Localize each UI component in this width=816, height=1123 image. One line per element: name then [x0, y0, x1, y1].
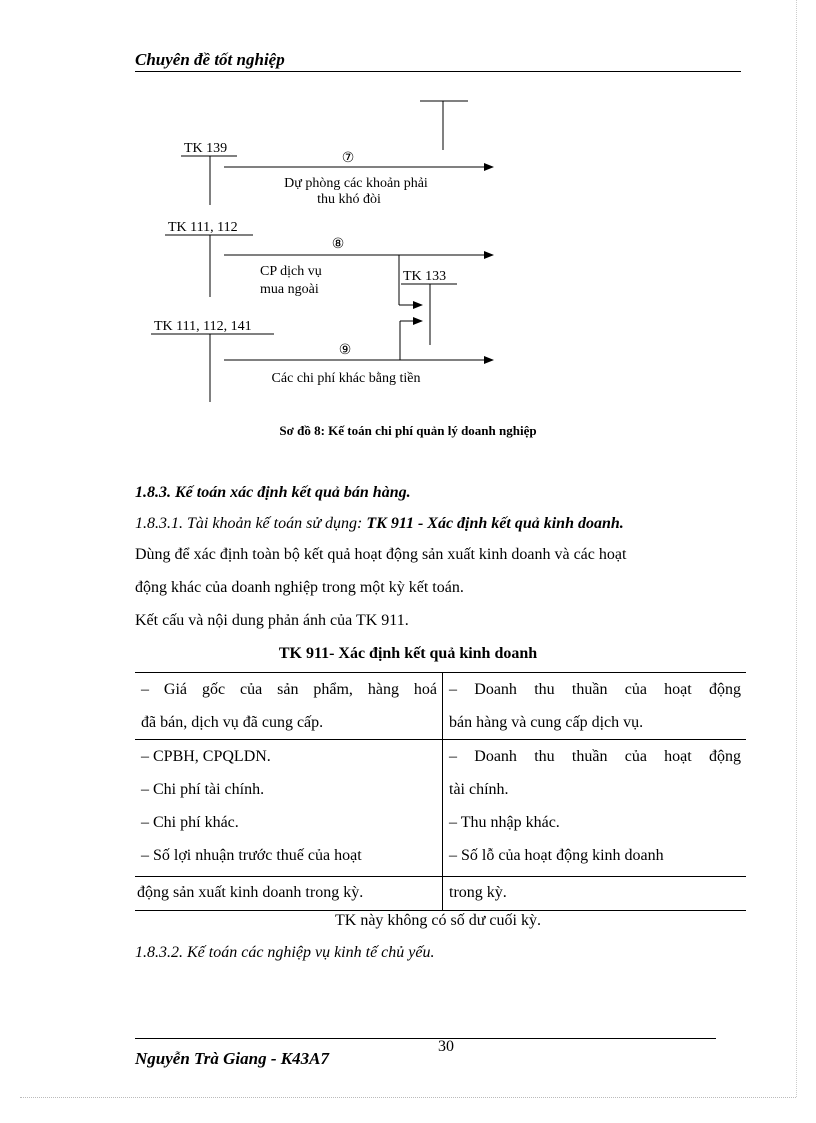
step-9-desc: Các chi phí khác bằng tiền — [271, 371, 421, 386]
credit-item-2: – Thu nhập khác. — [449, 814, 560, 831]
subsection-line — [135, 515, 624, 533]
debit-item-2: – Chi phí tài chính. — [141, 781, 265, 798]
subsection-account: TK 911 - Xác định kết quả kinh doanh. — [362, 515, 624, 532]
page-number: 30 — [438, 1038, 454, 1055]
debit-cell-row2 — [141, 740, 437, 872]
credit-item-1-line2: tài chính. — [449, 781, 509, 798]
credit-cell-row1 — [449, 673, 741, 739]
table-center-divider — [442, 672, 443, 910]
credit-item-3-continued: trong kỳ. — [449, 884, 507, 901]
tk133-label: TK 133 — [403, 269, 447, 284]
credit-item-1-line1: – Doanh thu thuần của hoạt động — [449, 748, 741, 765]
debit-item-4-continued: động sản xuất kinh doanh trong kỳ. — [137, 884, 364, 901]
diagram-caption: Sơ đồ 8: Kế toán chi phí quản lý doanh nghiệp — [279, 423, 537, 438]
paragraph-2: Kết cấu và nội dung phản ánh của TK 911. — [135, 612, 409, 629]
debit-row1-line2: đã bán, dịch vụ đã cung cấp. — [141, 714, 324, 731]
tk139-label: TK 139 — [184, 141, 228, 156]
next-subsection-heading: 1.8.3.2. Kế toán các nghiệp vụ kinh tế chủ yếu. — [135, 944, 435, 961]
footer-author: Nguyễn Trà Giang - K43A7 — [135, 1049, 329, 1068]
debit-item-1: – CPBH, CPQLDN. — [141, 748, 271, 765]
table-note: TK này không có số dư cuối kỳ. — [335, 912, 541, 929]
step-7-desc-line1: Dự phòng các khoản phải — [284, 176, 428, 191]
debit-item-3: – Chi phí khác. — [141, 814, 239, 831]
debit-item-4: – Số lợi nhuận trước thuế của hoạt — [141, 847, 362, 864]
step-8-desc-line2: mua ngoài — [260, 282, 319, 297]
accounting-diagram — [0, 0, 816, 420]
step-7-number: ⑦ — [341, 150, 355, 166]
section-heading: 1.8.3. Kế toán xác định kết quả bán hàng. — [135, 484, 411, 501]
debit-row1-line1: – Giá gốc của sản phẩm, hàng hoá — [141, 681, 437, 698]
credit-item-3: – Số lỗ của hoạt động kinh doanh — [449, 847, 664, 864]
debit-cell-row1 — [141, 673, 437, 739]
step-9-number: ⑨ — [338, 342, 352, 358]
step-8-number: ⑧ — [331, 236, 345, 252]
paragraph-1-line-2: động khác của doanh nghiệp trong một kỳ kết toán. — [135, 579, 464, 596]
credit-row1-line2: bán hàng và cung cấp dịch vụ. — [449, 714, 644, 731]
paragraph-1-line-1: Dùng để xác định toàn bộ kết quả hoạt động sản xuất kinh doanh và các hoạt — [135, 546, 627, 563]
page-edge-bottom — [20, 1097, 796, 1098]
step-7-desc-line2: thu khó đòi — [317, 192, 381, 207]
credit-row1-line1: – Doanh thu thuần của hoạt động — [449, 681, 741, 698]
page-header-title: Chuyên đề tốt nghiệp — [135, 50, 285, 69]
subsection-prefix: 1.8.3.1. Tài khoản kế toán sử dụng: — [135, 515, 363, 532]
step-8-desc-line1: CP dịch vụ — [260, 264, 322, 279]
tk111-112-141-label: TK 111, 112, 141 — [154, 319, 252, 334]
page-edge-right — [796, 0, 797, 1097]
credit-cell-row2 — [449, 740, 741, 872]
footer-divider — [135, 1038, 716, 1039]
table-bottom-border — [135, 910, 746, 911]
tk111-112-label: TK 111, 112 — [168, 220, 238, 235]
table-title: TK 911- Xác định kết quả kinh doanh — [278, 645, 538, 662]
